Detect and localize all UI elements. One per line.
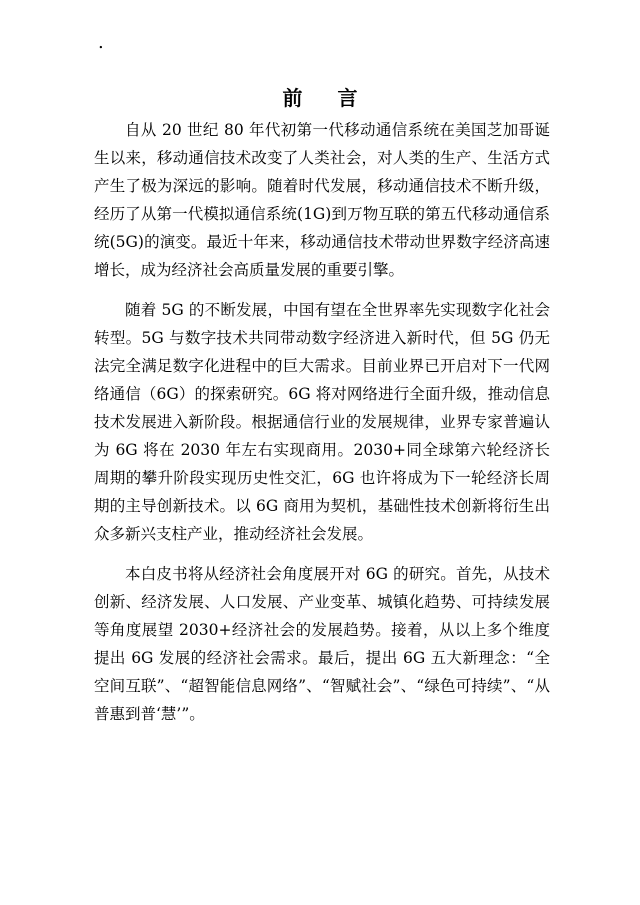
paragraph-2: 随着 5G 的不断发展，中国有望在全世界率先实现数字化社会转型。5G 与数字技术共同带动数字经济进入新时代，但 5G 仍无法完全满足数字化进程中的巨大需求。目前业界已开启对下一代网络通信（6G）的探索研究。6G 将对网络进行全面升级，推动信息技术发展进入新阶段。根据通信行业的发展规律，业界专家普遍认为 6G 将在 2030 年左右实现商用。2030+同全球第六轮经济长周期的攀升阶段实现历史性交汇，6G 也许将成为下一轮经济长周期的主导创新技术。以 6G 商用为契机，基础性技术创新将衍生出众多新兴支柱产业，推动经济社会发展。	[94, 301, 550, 543]
paragraph-1: 自从 20 世纪 80 年代初第一代移动通信系统在美国芝加哥诞生以来，移动通信技术改变了人类社会，对人类的生产、生活方式产生了极为深远的影响。随着时代发展，移动通信技术不断升级，经历了从第一代模拟通信系统(1G)到万物互联的第五代移动通信系统(5G)的演变。最近十年来，移动通信技术带动世界数字经济高速增长，成为经济社会高质量发展的重要引擎。	[94, 121, 550, 279]
paragraph-3: 本白皮书将从经济社会角度展开对 6G 的研究。首先，从技术创新、经济发展、人口发展、产业变革、城镇化趋势、可持续发展等角度展望 2030+经济社会的发展趋势。接着，从以上多个维度提出 6G 发展的经济社会需求。最后，提出 6G 五大新理念：“全空间互联”、“超智能信息网络”、“智赋社会”、“绿色可持续”、“从普惠到普‘慧’”。	[94, 565, 550, 723]
document-body	[94, 116, 550, 740]
page-title: 前 言	[282, 86, 372, 110]
page-mark: .	[98, 32, 104, 53]
